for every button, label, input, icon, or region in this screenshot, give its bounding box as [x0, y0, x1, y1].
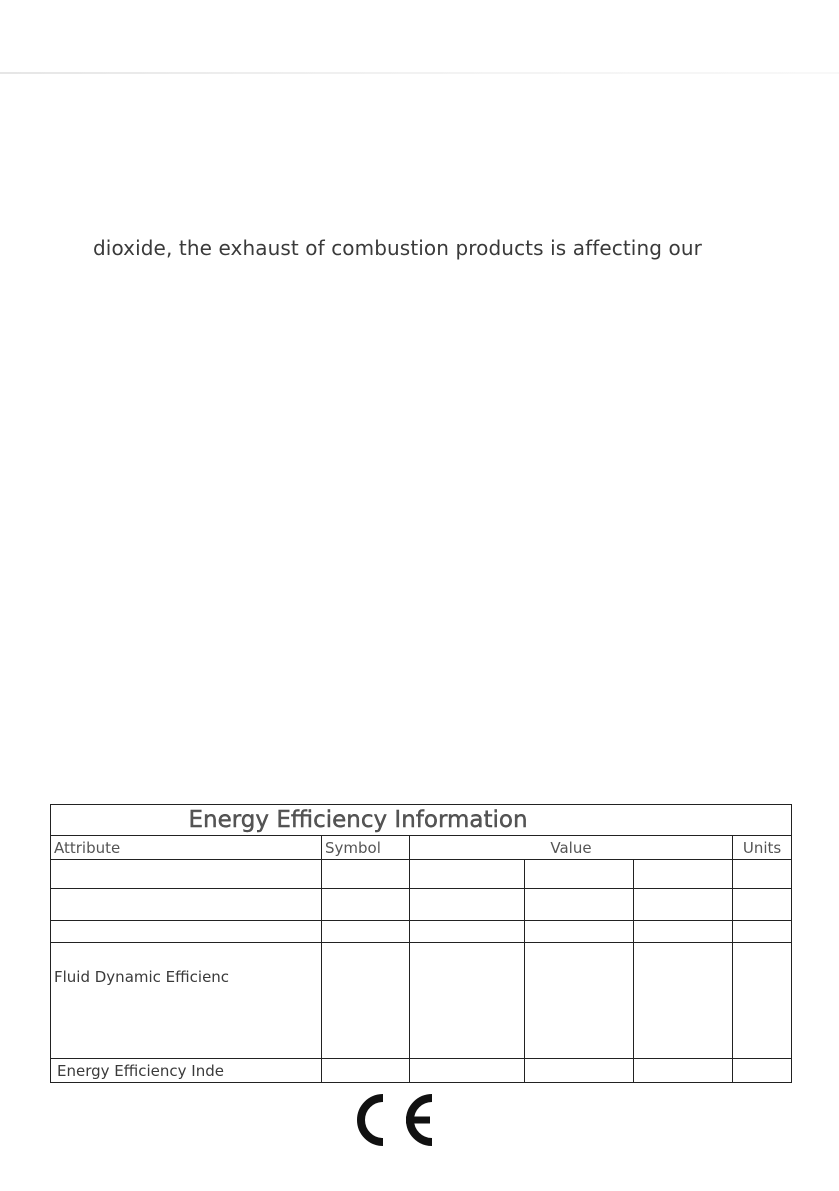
ce-mark-icon	[354, 1091, 436, 1149]
row-value-3	[634, 1059, 733, 1083]
row-value-3	[634, 921, 733, 943]
table-row	[51, 921, 792, 943]
row-value-2	[525, 921, 634, 943]
row-symbol	[322, 943, 410, 1059]
table-row	[51, 1059, 792, 1083]
row-units	[733, 943, 792, 1059]
table-row	[51, 889, 792, 921]
row-value-1	[410, 1059, 525, 1083]
row-value-2	[525, 943, 634, 1059]
row-value-3	[634, 889, 733, 921]
row-attribute	[51, 921, 322, 943]
row-attribute	[51, 860, 322, 889]
table-header-row	[51, 836, 792, 860]
header-symbol: Symbol	[322, 836, 410, 860]
row-symbol	[322, 921, 410, 943]
table-title: Energy Efficiency Information	[188, 807, 528, 833]
row-attribute: Fluid Dynamic Efficienc	[51, 943, 322, 1059]
row-value-2	[525, 889, 634, 921]
row-units	[733, 921, 792, 943]
table-title-row	[51, 805, 792, 836]
row-units	[733, 860, 792, 889]
header-attribute: Attribute	[51, 836, 322, 860]
row-value-1	[410, 943, 525, 1059]
table-title-cell	[51, 805, 792, 836]
header-value: Value	[410, 836, 733, 860]
header-units: Units	[733, 836, 792, 860]
row-attribute: Energy Efficiency Inde	[51, 1059, 322, 1083]
table-row	[51, 943, 792, 1059]
row-symbol	[322, 860, 410, 889]
row-value-3	[634, 943, 733, 1059]
row-value-2	[525, 1059, 634, 1083]
row-value-2	[525, 860, 634, 889]
row-value-1	[410, 860, 525, 889]
header-divider	[0, 72, 839, 74]
row-units	[733, 889, 792, 921]
row-value-1	[410, 921, 525, 943]
row-value-3	[634, 860, 733, 889]
row-value-1	[410, 889, 525, 921]
row-units	[733, 1059, 792, 1083]
row-symbol	[322, 889, 410, 921]
row-symbol	[322, 1059, 410, 1083]
body-text-line: dioxide, the exhaust of combustion products is affecting our	[93, 236, 702, 260]
energy-efficiency-table	[50, 804, 792, 1083]
row-attribute	[51, 889, 322, 921]
table-row	[51, 860, 792, 889]
